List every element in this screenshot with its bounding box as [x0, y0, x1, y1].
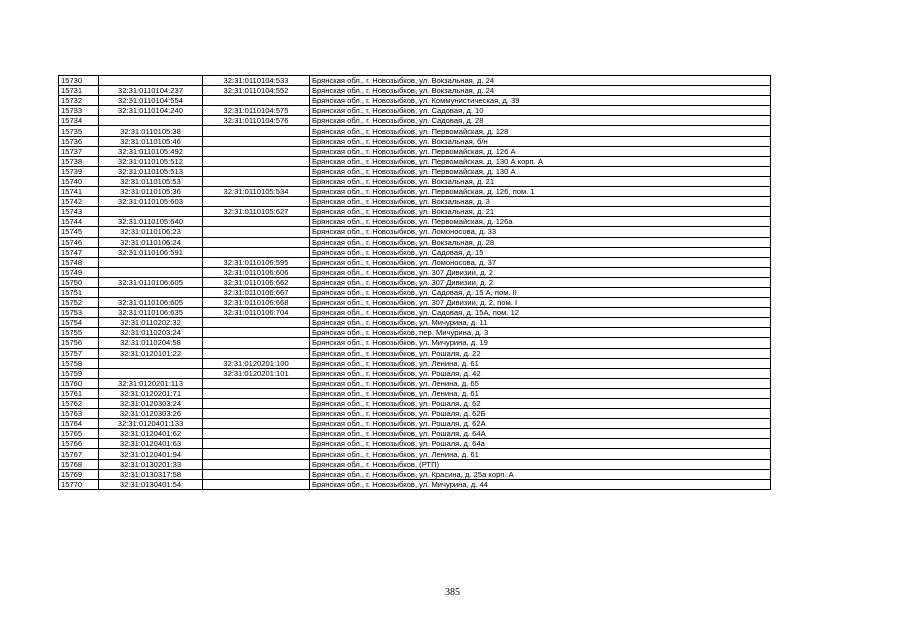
linked-cadastral-number-cell: 32:31:0110106:704 [203, 308, 310, 318]
table-row [59, 298, 771, 308]
address-cell: Брянская обл., г. Новозыбков, ул. 307 Дивизии, д. 2, пом. I [310, 298, 771, 308]
table-row [59, 227, 771, 237]
address-cell: Брянская обл., г. Новозыбков, ул. Садовая, д. 10 [310, 106, 771, 116]
table-row [59, 287, 771, 297]
cadastral-number-cell: 32:31:0110203:24 [99, 328, 203, 338]
row-number-cell: 15746 [59, 237, 99, 247]
address-cell: Брянская обл., г. Новозыбков, ул. Рошаля, д. 22 [310, 348, 771, 358]
cadastral-number-cell: 32:31:0120101:22 [99, 348, 203, 358]
address-cell: Брянская обл., г. Новозыбков, ул. Мичурина, д. 44 [310, 479, 771, 489]
address-cell: Брянская обл., г. Новозыбков, ул. Садовая, д. 15 [310, 247, 771, 257]
address-cell: Брянская обл., г. Новозыбков, ул. Вокзальная, д. 24 [310, 86, 771, 96]
table-row [59, 449, 771, 459]
row-number-cell: 15766 [59, 439, 99, 449]
row-number-cell: 15731 [59, 86, 99, 96]
cadastral-number-cell [99, 358, 203, 368]
linked-cadastral-number-cell [203, 459, 310, 469]
linked-cadastral-number-cell [203, 227, 310, 237]
cadastral-number-cell: 32:31:0110106:605 [99, 298, 203, 308]
cadastral-number-cell: 32:31:0110106:605 [99, 277, 203, 287]
linked-cadastral-number-cell [203, 469, 310, 479]
cadastral-number-cell: 32:31:0130317:58 [99, 469, 203, 479]
row-number-cell: 15755 [59, 328, 99, 338]
cadastral-number-cell: 32:31:0110105:492 [99, 146, 203, 156]
row-number-cell: 15742 [59, 197, 99, 207]
cadastral-number-cell: 32:31:0110106:635 [99, 308, 203, 318]
row-number-cell: 15753 [59, 308, 99, 318]
table-row [59, 106, 771, 116]
cadastral-number-cell: 32:31:0130201:33 [99, 459, 203, 469]
linked-cadastral-number-cell [203, 96, 310, 106]
table-row [59, 126, 771, 136]
row-number-cell: 15756 [59, 338, 99, 348]
row-number-cell: 15744 [59, 217, 99, 227]
cadastral-number-cell: 32:31:0110105:513 [99, 166, 203, 176]
table-row [59, 197, 771, 207]
linked-cadastral-number-cell [203, 146, 310, 156]
address-cell: Брянская обл., г. Новозыбков, ул. Ломоносова, д. 37 [310, 257, 771, 267]
table-row [59, 358, 771, 368]
linked-cadastral-number-cell: 32:31:0110106:662 [203, 277, 310, 287]
row-number-cell: 15749 [59, 267, 99, 277]
linked-cadastral-number-cell: 32:31:0110104:552 [203, 86, 310, 96]
table-row [59, 277, 771, 287]
address-cell: Брянская обл., г. Новозыбков, ул. Первомайская, д. 126 А [310, 146, 771, 156]
cadastral-number-cell: 32:31:0110106:591 [99, 247, 203, 257]
linked-cadastral-number-cell [203, 449, 310, 459]
address-cell: Брянская обл., г. Новозыбков, ул. Садовая, д. 15А, пом. 12 [310, 308, 771, 318]
address-cell: Брянская обл., г. Новозыбков, ул. Ленина, д. 61 [310, 358, 771, 368]
row-number-cell: 15761 [59, 388, 99, 398]
table-row [59, 176, 771, 186]
row-number-cell: 15734 [59, 116, 99, 126]
row-number-cell: 15732 [59, 96, 99, 106]
row-number-cell: 15754 [59, 318, 99, 328]
linked-cadastral-number-cell: 32:31:0110105:534 [203, 187, 310, 197]
row-number-cell: 15764 [59, 419, 99, 429]
table-row [59, 237, 771, 247]
address-cell: Брянская обл., г. Новозыбков, ул. Рошаля, д. 64А [310, 429, 771, 439]
linked-cadastral-number-cell: 32:31:0110105:627 [203, 207, 310, 217]
address-cell: Брянская обл., г. Новозыбков, ул. Первомайская, д. 128 [310, 126, 771, 136]
linked-cadastral-number-cell [203, 156, 310, 166]
address-cell: Брянская обл., г. Новозыбков, ул. Рошаля, д. 64а [310, 439, 771, 449]
table-row [59, 469, 771, 479]
address-cell: Брянская обл., г. Новозыбков, ул. Мичурина, д. 11 [310, 318, 771, 328]
address-cell: Брянская обл., г. Новозыбков, ул. Красина, д. 25а корп. А [310, 469, 771, 479]
table-row [59, 96, 771, 106]
linked-cadastral-number-cell: 32:31:0110104:576 [203, 116, 310, 126]
row-number-cell: 15738 [59, 156, 99, 166]
page-number: 385 [445, 587, 460, 598]
row-number-cell: 15730 [59, 76, 99, 86]
table-row [59, 439, 771, 449]
row-number-cell: 15736 [59, 136, 99, 146]
linked-cadastral-number-cell [203, 378, 310, 388]
table-row [59, 338, 771, 348]
cadastral-number-cell: 32:31:0120303:26 [99, 409, 203, 419]
cadastral-number-cell: 32:31:0110105:603 [99, 197, 203, 207]
linked-cadastral-number-cell: 32:31:0110106:667 [203, 287, 310, 297]
cadastral-number-cell [99, 368, 203, 378]
table-row [59, 409, 771, 419]
table-row [59, 388, 771, 398]
cadastral-number-cell: 32:31:0110104:237 [99, 86, 203, 96]
address-cell: Брянская обл., г. Новозыбков, пер. Мичурина, д. 3 [310, 328, 771, 338]
row-number-cell: 15748 [59, 257, 99, 267]
cadastral-number-cell: 32:31:0110105:36 [99, 187, 203, 197]
row-number-cell: 15745 [59, 227, 99, 237]
table-row [59, 399, 771, 409]
table-row [59, 267, 771, 277]
cadastral-number-cell: 32:31:0120401:94 [99, 449, 203, 459]
address-cell: Брянская обл., г. Новозыбков, ул. Рошаля, д. 62 [310, 399, 771, 409]
row-number-cell: 15762 [59, 399, 99, 409]
address-cell: Брянская обл., г. Новозыбков, ул. Вокзальная, б/н [310, 136, 771, 146]
table-row [59, 207, 771, 217]
address-cell: Брянская обл., г. Новозыбков, ул. 307 Дивизии, д. 2 [310, 277, 771, 287]
table-row [59, 348, 771, 358]
table-row [59, 257, 771, 267]
cadastral-number-cell [99, 257, 203, 267]
table-row [59, 217, 771, 227]
register-table-body [59, 76, 771, 490]
address-cell: Брянская обл., г. Новозыбков, ул. Вокзальная, д. 24 [310, 76, 771, 86]
address-cell: Брянская обл., г. Новозыбков, ул. Первомайская, д. 126а [310, 217, 771, 227]
address-cell: Брянская обл., г. Новозыбков, ул. 307 Дивизии, д. 2 [310, 267, 771, 277]
linked-cadastral-number-cell [203, 439, 310, 449]
row-number-cell: 15770 [59, 479, 99, 489]
linked-cadastral-number-cell [203, 126, 310, 136]
linked-cadastral-number-cell: 32:31:0110106:606 [203, 267, 310, 277]
cadastral-number-cell: 32:31:0110204:58 [99, 338, 203, 348]
address-cell: Брянская обл., г. Новозыбков, ул. Садовая, д. 15 А, пом. II [310, 287, 771, 297]
row-number-cell: 15769 [59, 469, 99, 479]
address-cell: Брянская обл., г. Новозыбков, ул. Рошаля, д. 42 [310, 368, 771, 378]
register-sheet [58, 75, 771, 490]
address-cell: Брянская обл., г. Новозыбков, ул. Первомайская, д. 126, пом. 1 [310, 187, 771, 197]
linked-cadastral-number-cell [203, 247, 310, 257]
address-cell: Брянская обл., г. Новозыбков, ул. Первомайская, д. 130 А [310, 166, 771, 176]
row-number-cell: 15763 [59, 409, 99, 419]
table-row [59, 318, 771, 328]
linked-cadastral-number-cell [203, 479, 310, 489]
address-cell: Брянская обл., г. Новозыбков, ул. Ленина, д. 61 [310, 449, 771, 459]
row-number-cell: 15757 [59, 348, 99, 358]
address-cell: Брянская обл., г. Новозыбков, ул. Вокзальная, д. 3 [310, 197, 771, 207]
linked-cadastral-number-cell [203, 338, 310, 348]
linked-cadastral-number-cell [203, 429, 310, 439]
row-number-cell: 15735 [59, 126, 99, 136]
linked-cadastral-number-cell [203, 197, 310, 207]
table-row [59, 247, 771, 257]
address-cell: Брянская обл., г. Новозыбков, ул. Рошаля, д. 62Б [310, 409, 771, 419]
row-number-cell: 15740 [59, 176, 99, 186]
cadastral-number-cell: 32:31:0130401:54 [99, 479, 203, 489]
linked-cadastral-number-cell [203, 217, 310, 227]
linked-cadastral-number-cell [203, 166, 310, 176]
address-cell: Брянская обл., г. Новозыбков, ул. Ломоносова, д. 33 [310, 227, 771, 237]
row-number-cell: 15758 [59, 358, 99, 368]
table-row [59, 76, 771, 86]
address-cell: Брянская обл., г. Новозыбков, ул. Мичурина, д. 19 [310, 338, 771, 348]
row-number-cell: 15760 [59, 378, 99, 388]
cadastral-number-cell [99, 207, 203, 217]
cadastral-number-cell [99, 116, 203, 126]
address-cell: Брянская обл., г. Новозыбков, ул. Вокзальная, д. 21 [310, 207, 771, 217]
cadastral-number-cell: 32:31:0110105:640 [99, 217, 203, 227]
table-row [59, 187, 771, 197]
cadastral-number-cell: 32:31:0120303:24 [99, 399, 203, 409]
cadastral-number-cell: 32:31:0120201:113 [99, 378, 203, 388]
cadastral-number-cell: 32:31:0110104:240 [99, 106, 203, 116]
cadastral-number-cell: 32:31:0120401:133 [99, 419, 203, 429]
address-cell: Брянская обл., г. Новозыбков, ул. Вокзальная, д. 28 [310, 237, 771, 247]
table-row [59, 459, 771, 469]
cadastral-number-cell [99, 76, 203, 86]
cadastral-number-cell: 32:31:0110105:53 [99, 176, 203, 186]
cadastral-number-cell: 32:31:0110104:554 [99, 96, 203, 106]
row-number-cell: 15739 [59, 166, 99, 176]
address-cell: Брянская обл., г. Новозыбков, ул. Вокзальная, д. 21 [310, 176, 771, 186]
cadastral-number-cell: 32:31:0120401:63 [99, 439, 203, 449]
row-number-cell: 15737 [59, 146, 99, 156]
cadastral-number-cell [99, 287, 203, 297]
cadastral-number-cell: 32:31:0120201:71 [99, 388, 203, 398]
linked-cadastral-number-cell [203, 409, 310, 419]
row-number-cell: 15747 [59, 247, 99, 257]
table-row [59, 419, 771, 429]
linked-cadastral-number-cell: 32:31:0110106:595 [203, 257, 310, 267]
row-number-cell: 15750 [59, 277, 99, 287]
row-number-cell: 15765 [59, 429, 99, 439]
cadastral-number-cell: 32:31:0110202:32 [99, 318, 203, 328]
linked-cadastral-number-cell [203, 318, 310, 328]
address-cell: Брянская обл., г. Новозыбков, ул. Ленина, д. 61 [310, 388, 771, 398]
row-number-cell: 15741 [59, 187, 99, 197]
row-number-cell: 15743 [59, 207, 99, 217]
cadastral-number-cell: 32:31:0110105:46 [99, 136, 203, 146]
table-row [59, 429, 771, 439]
row-number-cell: 15759 [59, 368, 99, 378]
table-row [59, 156, 771, 166]
address-cell: Брянская обл., г. Новозыбков, ул. Первомайская, д. 130 А корп. А [310, 156, 771, 166]
linked-cadastral-number-cell: 32:31:0110104:533 [203, 76, 310, 86]
cadastral-number-cell: 32:31:0120401:62 [99, 429, 203, 439]
linked-cadastral-number-cell [203, 388, 310, 398]
address-cell: Брянская обл., г. Новозыбков, ул. Садовая, д. 28 [310, 116, 771, 126]
table-row [59, 368, 771, 378]
table-row [59, 308, 771, 318]
row-number-cell: 15768 [59, 459, 99, 469]
linked-cadastral-number-cell [203, 328, 310, 338]
row-number-cell: 15752 [59, 298, 99, 308]
table-row [59, 86, 771, 96]
linked-cadastral-number-cell: 32:31:0110104:575 [203, 106, 310, 116]
table-row [59, 479, 771, 489]
property-register-table [58, 75, 771, 490]
address-cell: Брянская обл., г. Новозыбков, ул. Коммунистическая, д. 39 [310, 96, 771, 106]
row-number-cell: 15733 [59, 106, 99, 116]
table-row [59, 328, 771, 338]
table-row [59, 378, 771, 388]
linked-cadastral-number-cell [203, 348, 310, 358]
cadastral-number-cell: 32:31:0110106:23 [99, 227, 203, 237]
cadastral-number-cell: 32:31:0110106:24 [99, 237, 203, 247]
address-cell: Брянская обл., г. Новозыбков, ул. Рошаля, д. 62А [310, 419, 771, 429]
table-row [59, 166, 771, 176]
linked-cadastral-number-cell: 32:31:0120201:101 [203, 368, 310, 378]
linked-cadastral-number-cell [203, 136, 310, 146]
linked-cadastral-number-cell [203, 419, 310, 429]
table-row [59, 136, 771, 146]
linked-cadastral-number-cell [203, 399, 310, 409]
row-number-cell: 15751 [59, 287, 99, 297]
cadastral-number-cell [99, 267, 203, 277]
linked-cadastral-number-cell: 32:31:0110106:668 [203, 298, 310, 308]
linked-cadastral-number-cell [203, 237, 310, 247]
linked-cadastral-number-cell: 32:31:0120201:100 [203, 358, 310, 368]
row-number-cell: 15767 [59, 449, 99, 459]
table-row [59, 146, 771, 156]
linked-cadastral-number-cell [203, 176, 310, 186]
address-cell: Брянская обл., г. Новозыбков, (РТП) [310, 459, 771, 469]
table-row [59, 116, 771, 126]
cadastral-number-cell: 32:31:0110105:38 [99, 126, 203, 136]
address-cell: Брянская обл., г. Новозыбков, ул. Ленина, д. 65 [310, 378, 771, 388]
cadastral-number-cell: 32:31:0110105:512 [99, 156, 203, 166]
